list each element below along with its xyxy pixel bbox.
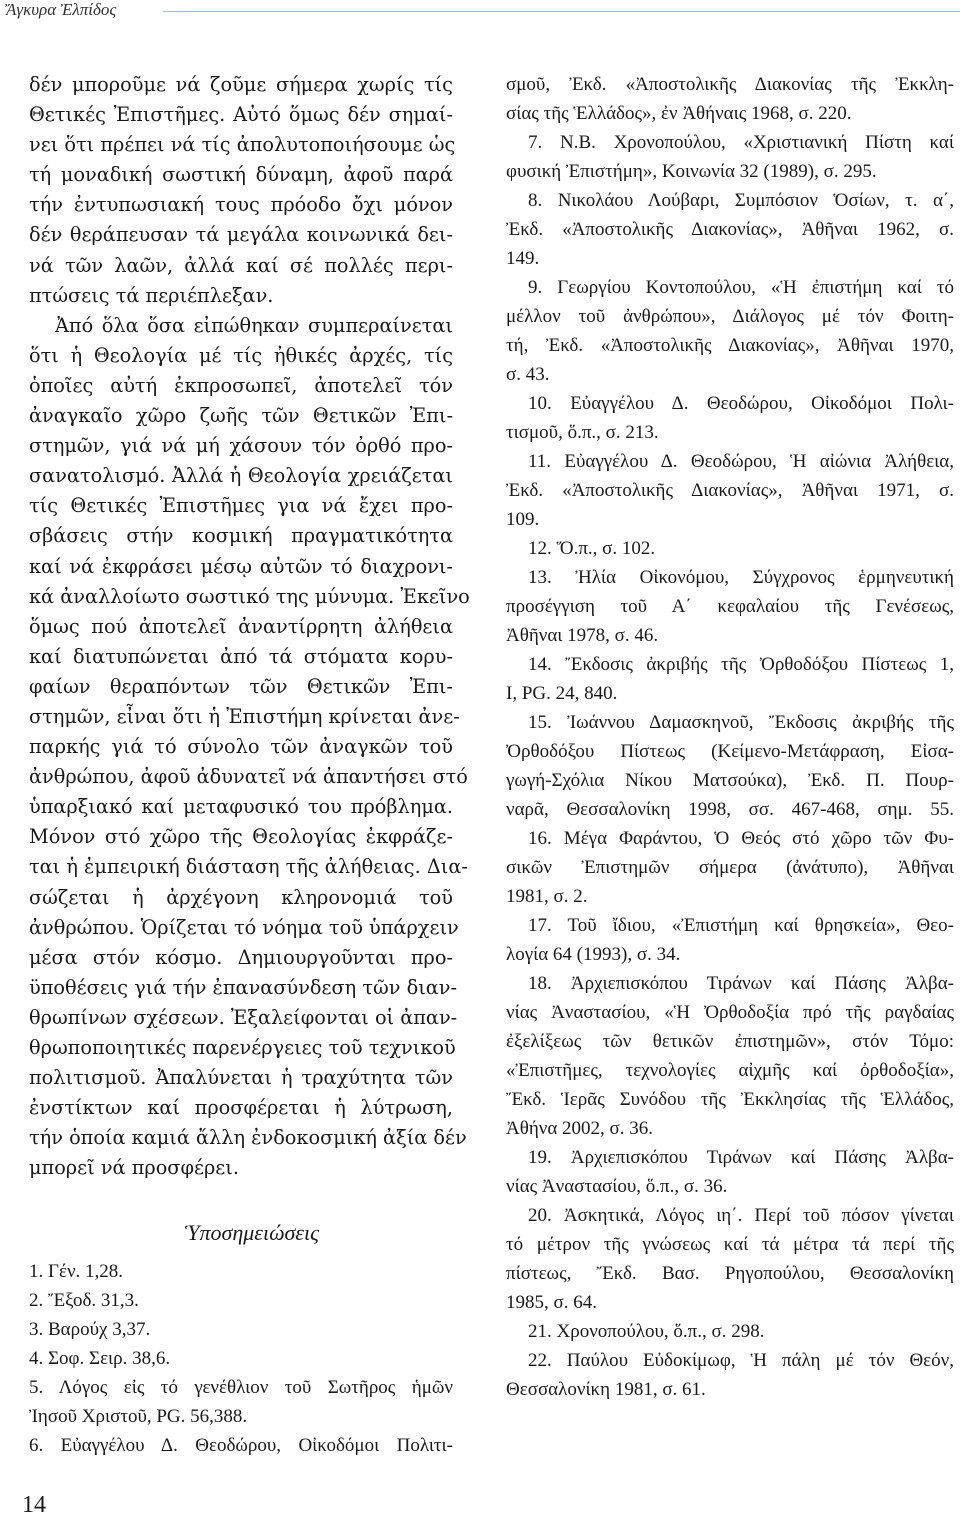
text-line: σβάσεις στήν κοσμική πραγματικότητα [29, 524, 453, 548]
running-header [0, 0, 960, 24]
text-line: γωγή-Σχόλια Νίκου Ματσούκα), Ἐκδ. Π. Πουρ- [506, 770, 954, 791]
text-line: Μόνον στό χῶρο τῆς Θεολογίας ἐκφράζε- [29, 825, 453, 849]
text-line: δέν θεράπευσαν τά μεγάλα κοινωνικά δει- [29, 223, 453, 247]
text-line: 22. Παύλου Εὐδοκίμωφ, Ἡ πάλη μέ τόν Θεόν, [528, 1350, 954, 1371]
text-line: 14. Ἔκδοσις ἀκριβής τῆς Ὀρθοδόξου Πίστεως 1, [528, 654, 954, 675]
text-line: 19. Ἀρχιεπισκόπου Τιράνων καί Πάσης Ἀλβα- [528, 1147, 954, 1168]
text-line: ὁποῖες αὐτή ἐκπροσωπεῖ, ἀποτελεῖ τόν [29, 373, 453, 397]
text-line: καί διατυπώνεται ἀπό τά στόματα κορυ- [29, 644, 453, 668]
text-line: τήν ἐντυπωσιακή τους πρόοδο ὄχι μόνον [29, 193, 453, 217]
body-text [29, 70, 470, 1183]
text-line: θρωποποιητικές παρενέργειες τοῦ τεχνικοῦ [29, 1036, 456, 1059]
text-line: 8. Νικολάου Λούβαρι, Συμπόσιον Ὁσίων, τ. α΄, [528, 190, 954, 211]
text-line: 15. Ἰωάννου Δαμασκηνοῦ, Ἔκδοσις ἀκριβής τῆς [528, 712, 954, 733]
text-line: τή, Ἐκδ. «Ἀποστολικῆς Διακονίας», Ἀθῆναι 1970, [506, 335, 954, 356]
text-line: δέν μποροῦμε νά ζοῦμε σήμερα χωρίς τίς [29, 73, 453, 96]
text-line: νει ὅτι πρέπει νά τίς ἀπολυτοποιήσουμε ὡς [29, 133, 456, 157]
text-line: ἐξελίξεως τῶν θετικῶν ἐπιστημῶν», στόν Τόμο: [506, 1031, 954, 1052]
text-line: 10. Εὐαγγέλου Δ. Θεοδώρου, Οἰκοδόμοι Πολι- [528, 393, 954, 414]
text-line: σ. 43. [506, 364, 550, 385]
text-line: Ἀθῆναι 1978, σ. 46. [506, 625, 659, 646]
text-line: πίστεως, Ἔκδ. Βασ. Ρηγοπούλου, Θεσσαλονίκη [506, 1263, 954, 1284]
text-line: 2. Ἔξοδ. 31,3. [29, 1290, 139, 1312]
text-line: Ὀρθοδόξου Πίστεως (Κείμενο-Μετάφραση, Εἰσα- [506, 741, 954, 762]
text-line: φυσική Ἐπιστήμη», Κοινωνία 32 (1989), σ. 295. [506, 161, 877, 182]
text-line: 5. Λόγος εἰς τό γενέθλιον τοῦ Σωτῆρος ἡμῶν [29, 1377, 453, 1399]
footnotes-right [506, 70, 954, 1404]
notes-title: Ὑποσημειώσεις [185, 1220, 319, 1246]
text-line: 12. Ὅ.π., σ. 102. [528, 538, 656, 559]
right-column [506, 70, 954, 1404]
text-line: τή μοναδική σωστική δύναμη, ἀφοῦ παρά [29, 163, 453, 187]
text-line: παρκής γιά τό σύνολο τῶν ἀναγκῶν τοῦ [29, 735, 453, 759]
text-line: λογία 64 (1993), σ. 34. [506, 944, 681, 965]
text-line: ἀνθρώπου, ἀφοῦ ἀδυνατεῖ νά ἀπαντήσει στό [29, 765, 468, 789]
text-line: 6. Εὐαγγέλου Δ. Θεοδώρου, Οἰκοδόμοι Πολιτι- [29, 1435, 453, 1457]
text-line: Ἐκδ. «Ἀποστολικῆς Διακονίας», Ἀθῆναι 1962, σ. [506, 219, 954, 240]
text-line: 1981, σ. 2. [506, 886, 588, 907]
text-line: μέσα στόν κόσμο. Δημιουργοῦνται προ- [29, 945, 453, 969]
header-rule [163, 11, 960, 12]
text-line: προσέγγιση τοῦ Α΄ κεφαλαίου τῆς Γενέσεως, [506, 596, 954, 617]
text-line: μπορεῖ νά προσφέρει. [29, 1156, 239, 1180]
text-line: Θετικές Ἐπιστῆμες. Αὐτό ὅμως δέν σημαί- [29, 103, 453, 127]
text-line: νίας Ἀναστασίου, «Ἡ Ὀρθοδοξία πρό τῆς ραγδαίας [506, 1002, 954, 1023]
text-line: 4. Σοφ. Σειρ. 38,6. [29, 1348, 171, 1370]
text-line: ϋποθέσεις γιά τήν ἐπανασύνδεση τῶν διαν- [29, 975, 458, 999]
text-line: στημῶν, γιά νά μή χάσουν τόν ὀρθό προ- [29, 434, 453, 458]
text-line: Ἐκδ. «Ἀποστολικῆς Διακονίας», Ἀθῆναι 1971, σ. [506, 480, 954, 501]
text-line: ναρᾶ, Θεσσαλονίκη 1998, σσ. 467-468, σημ. 55. [506, 799, 954, 820]
text-line: 21. Χρονοπούλου, ὅ.π., σ. 298. [528, 1321, 765, 1342]
text-line: Ἀπό ὅλα ὅσα εἰπώθηκαν συμπεραίνεται [55, 313, 453, 337]
text-line: 13. Ἠλία Οἰκονόμου, Σύγχρονος ἑρμηνευτική [528, 567, 954, 588]
text-line: κά ἀναλλοίωτο σωστικό της μύνυμα. Ἐκεῖνο [29, 584, 470, 608]
text-line: ται ἡ ἐμπειρική διάσταση τῆς ἀλήθειας. Δια- [29, 855, 468, 879]
text-line: 11. Εὐαγγέλου Δ. Θεοδώρου, Ἡ αἰώνια Ἀλήθεια, [528, 451, 954, 472]
text-line: 17. Τοῦ ἴδιου, «Ἐπιστήμη καί θρησκεία», Θεο- [528, 915, 954, 936]
text-line: τισμοῦ, ὅ.π., σ. 213. [506, 422, 659, 443]
text-line: 109. [506, 509, 540, 530]
text-line: 7. Ν.Β. Χρονοπούλου, «Χριστιανική Πίστη καί [528, 132, 954, 153]
text-line: νίας Ἀναστασίου, ὅ.π., σ. 36. [506, 1176, 728, 1197]
footnotes-left [29, 1257, 453, 1460]
text-line: ὅτι ἡ Θεολογία μέ τίς ἠθικές ἀρχές, τίς [29, 343, 453, 367]
text-line: ἀναγκαῖο χῶρο ζωῆς τῶν Θετικῶν Ἐπι- [29, 404, 453, 428]
text-line: 18. Ἀρχιεπισκόπου Τιράνων καί Πάσης Ἀλβα- [528, 973, 954, 994]
text-line: τίς Θετικές Ἐπιστῆμες για νά ἔχει προ- [29, 494, 453, 518]
text-line: νά τῶν λαῶν, ἀλλά καί σέ πολλές περι- [29, 253, 453, 277]
text-line: 1. Γέν. 1,28. [29, 1261, 124, 1283]
text-line: καί νά ἐκφράσει μέσῳ αὐτῶν τό διαχρονι- [29, 554, 453, 578]
text-line: 16. Μέγα Φαράντου, Ὁ Θεός στό χῶρο τῶν Φυ- [528, 828, 954, 849]
text-line: μέλλον τοῦ ἀνθρώπου», Διάλογος μέ τόν Φοιτη- [506, 306, 954, 327]
text-line: ὅμως πού ἀποτελεῖ ἀναντίρρητη ἀλήθεια [29, 614, 453, 638]
text-line: σώζεται ἡ ἀρχέγονη κληρονομιά τοῦ [29, 885, 453, 909]
text-line: σανατολισμό. Ἀλλά ἡ Θεολογία χρειάζεται [29, 464, 453, 488]
text-line: 1985, σ. 64. [506, 1292, 597, 1313]
text-line: «Ἐπιστῆμες, τεχνολογίες αἰχμῆς καί ὀρθοδοξία», [506, 1060, 954, 1081]
text-line: Θεσσαλονίκη 1981, σ. 61. [506, 1379, 706, 1400]
text-line: ὑπαρξιακό καί μεταφυσικό του πρόβλημα. [29, 795, 453, 819]
text-line: θρωπίνων σχέσεων. Ἐξαλείφονται οἱ ἀπαν- [29, 1005, 458, 1029]
left-column [29, 70, 470, 1460]
text-line: Ἔκδ. Ἱερᾶς Συνόδου τῆς Ἐκκλησίας τῆς Ἑλλάδος, [506, 1089, 954, 1110]
text-line: Ἀθήνα 2002, σ. 36. [506, 1118, 654, 1139]
text-line: I, PG. 24, 840. [506, 683, 618, 704]
text-line: φαίων θεραπόντων τῶν Θετικῶν Ἐπι- [29, 674, 453, 698]
text-line: σικῶν Ἐπιστημῶν σήμερα (ἀνάτυπο), Ἀθῆναι [506, 857, 954, 878]
text-line: πτώσεις τά περιέπλεξαν. [29, 283, 274, 307]
text-line: ἀνθρώπου. Ὁρίζεται τό νόημα τοῦ ὑπάρχειν [29, 915, 459, 939]
text-line: 149. [506, 248, 540, 269]
text-line: τήν ὁποία καμιά ἄλλη ἐνδοκοσμική ἀξία δέν [29, 1126, 467, 1150]
text-line: 9. Γεωργίου Κοντοπούλου, «Ἡ ἐπιστήμη καί τό [528, 277, 954, 298]
text-line: ἐνστίκτων καί προσφέρεται ἡ λύτρωση, [29, 1096, 453, 1120]
header-title: Ἄγκυρα Ἐλπίδος [6, 0, 117, 19]
text-line: πολιτισμοῦ. Ἀπαλύνεται ἡ τραχύτητα τῶν [29, 1066, 453, 1090]
text-line: τό μέτρον τῆς γνώσεως καί τά μέτρα τά περί τῆς [506, 1234, 954, 1255]
text-line: στημῶν, εἶναι ὅτι ἡ Ἐπιστήμη κρίνεται ἀνε- [29, 704, 460, 728]
text-line: Ἰησοῦ Χριστοῦ, PG. 56,388. [29, 1406, 248, 1428]
text-line: 20. Ἀσκητικά, Λόγος ιη΄. Περί τοῦ πόσον γίνεται [528, 1205, 954, 1226]
page-number: 14 [22, 1492, 46, 1518]
text-line: 3. Βαρούχ 3,37. [29, 1319, 151, 1341]
text-line: σίας τῆς Ἑλλάδος», ἐν Ἀθήναις 1968, σ. 220. [506, 103, 852, 124]
text-line: σμοῦ, Ἐκδ. «Ἀποστολικῆς Διακονίας τῆς Ἐκκλη- [506, 74, 954, 95]
